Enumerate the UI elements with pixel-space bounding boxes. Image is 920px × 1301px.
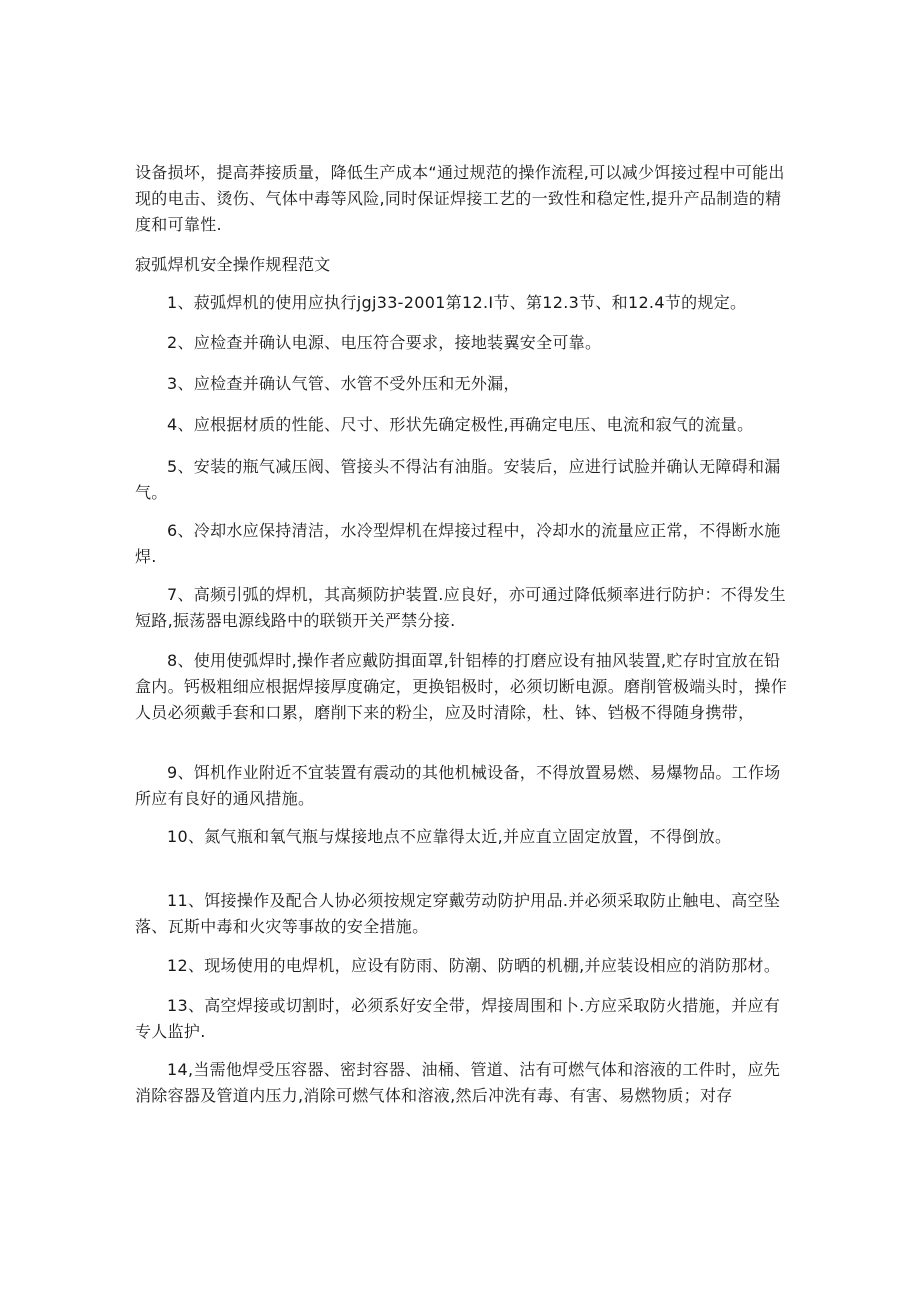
list-item: 11、饵接操作及配合人协必须按规定穿戴劳动防护用品.并必须采取防止触电、高空坠落、瓦斯中毒和火灾等事故的安全措施。 [135, 891, 781, 936]
list-item: 7、高频引弧的焊机，其高频防护装置.应良好，亦可通过降低频率进行防护：不得发生短路,振荡器电源线路中的联锁开关严禁分接. [135, 585, 786, 630]
list-item: 14,当需他焊受压容器、密封容器、油桶、管道、沽有可燃气体和溶液的工件时，应先消除容器及管道内压力,消除可燃气体和溶液,然后冲洗有毒、有害、易燃物质；对存 [135, 1060, 781, 1105]
list-item: 12、现场使用的电焊机，应设有防雨、防潮、防晒的机棚,并应装设相应的消防那材。 [167, 956, 781, 975]
list-item: 6、冷却水应保持清洁，水冷型焊机在焊接过程中，冷却水的流量应正常，不得断水施焊. [135, 521, 781, 566]
list-item: 4、应根据材质的性能、尺寸、形状先确定极性,再确定电压、电流和寂气的流量。 [167, 415, 754, 434]
list-item: 5、安装的瓶气减压阀、管接头不得沾有油脂。安装后，应进行试脸并确认无障碍和漏气。 [135, 457, 781, 502]
document-title: 寂弧焊机安全操作规程范文 [135, 255, 331, 274]
list-item: 13、高空焊接或切割时，必须系好安全带，焊接周围和卜.方应采取防火措施，并应有专人监护. [135, 996, 781, 1041]
list-item: 9、饵机作业附近不宜装置有震动的其他机械设备，不得放置易燃、易爆物品。工作场所应有良好的通风措施。 [135, 763, 781, 808]
intro-paragraph: 设备损坏，提高莽接质量，降低生产成本“通过规范的操作流程,可以减少饵接过程中可能出现的电击、烫伤、气体中毒等风险,同时保证焊接工艺的一致性和稳定性,提升产品制造的精度和可靠性. [135, 163, 785, 234]
list-item: 10、氮气瓶和氧气瓶与煤接地点不应靠得太近,并应直立固定放置，不得倒放。 [167, 827, 732, 846]
list-item: 1、菽弧焊机的使用应执行jgj33-2001第12.I节、第12.3节、和12.4节的规定。 [167, 293, 747, 312]
list-item: 2、应检查并确认电源、电压符合要求，接地装翼安全可靠。 [167, 333, 602, 352]
list-item: 8、使用使弧焊时,操作者应戴防揖面罩,针铝棒的打磨应设有抽风装置,贮存时宜放在铅盒内。钙极粗细应根据焊接厚度确定，更换铝极时，必须切断电源。磨削管极端头时，操作人员必须戴手套和口累，磨削下来的粉尘，应及时清除，杜、钵、铛极不得随身携带， [135, 651, 788, 722]
list-item: 3、应检查并确认气管、水管不受外压和无外漏， [167, 374, 520, 393]
